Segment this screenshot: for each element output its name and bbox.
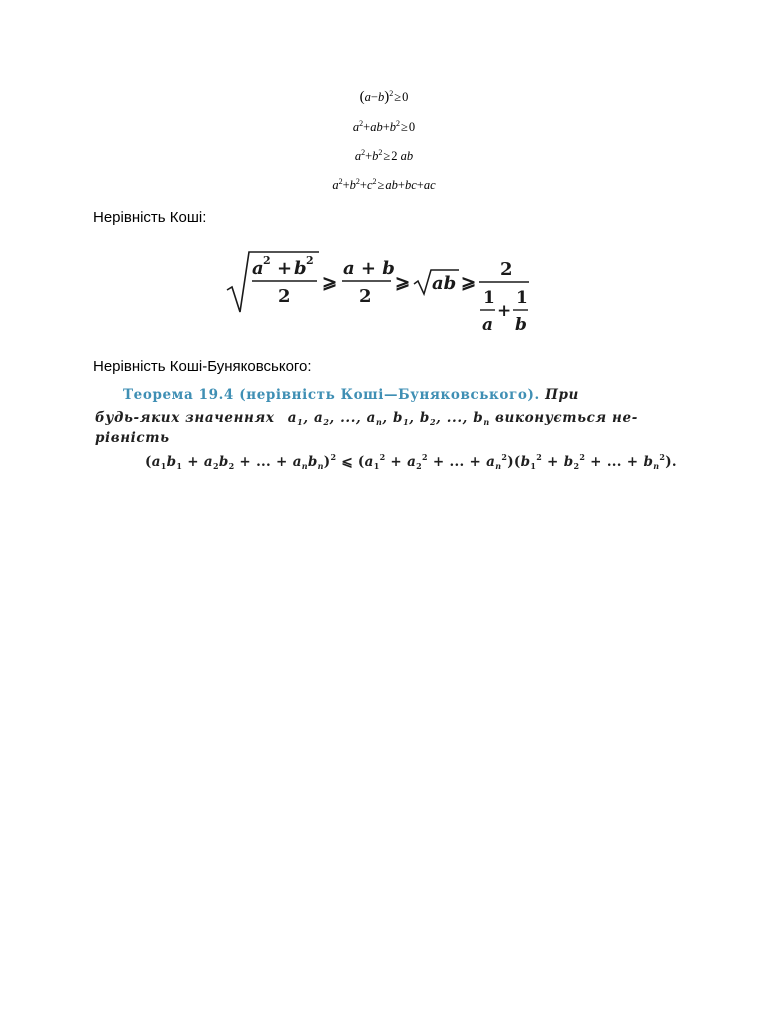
formula-exponent: 2 [359,119,364,128]
hm-numerator: 2 [500,259,513,280]
am-denominator: 2 [359,286,372,307]
formula-exponent: 2 [355,177,360,186]
formula-square-difference [0,90,768,104]
formula-plus: + [397,178,405,192]
ellipsis: ... [446,410,463,426]
hm-var-b: b [515,315,527,335]
formula-var-b: b [377,90,385,104]
formula-plus: + [416,178,424,192]
var-a: a [313,410,324,426]
theorem-inequality: ($a_1b_1 + a_2b_2$ + ... + $a_nb_n)^2$ ⩽ ($a_1^2 + a_2^2$ + ... + $a_n^2)(b_1^2 + b_2^2$ + ... + $b_n^2$). [145,452,677,471]
subscript-2: 2 [416,461,422,471]
var-b: b [218,454,229,470]
formula-sum-squares-2ab [0,149,768,163]
formula-relation: ≥ [394,90,402,104]
heading-cauchy-inequality: Нерівність Коші: [93,209,207,226]
qm-denominator: 2 [278,286,291,307]
var-a: a [364,454,374,470]
formula-relation: ≥ [377,178,385,192]
subscript-n: n [317,461,324,471]
comma: , [462,410,468,426]
formula-exponent: 2 [338,177,343,186]
formula-rhs: 0 [402,90,409,104]
exponent-2: 2 [379,452,386,462]
var-b: b [166,454,177,470]
formula-minus: − [370,90,378,104]
formula-relation: ≥ [383,149,391,163]
formula-var-a: a [352,120,360,134]
formula-coefficient: 2 [391,149,398,163]
var-b: b [419,410,430,426]
formula-var-a: a [354,149,362,163]
var-a: a [151,454,161,470]
subscript-2: 2 [228,461,235,471]
subscript-1: 1 [176,461,183,471]
formula-relation: ≥ [401,120,408,134]
exponent-2: 2 [536,452,543,462]
ellipsis: ... [449,454,465,470]
subscript-n: n [653,461,660,471]
formula-exponent: 2 [389,89,394,98]
formula-plus: + [365,149,373,163]
var-b: b [307,454,318,470]
hm-var-a: a [482,315,494,335]
theorem-phrase-any-values: будь-яких значеннях [95,410,275,426]
qm-num-exp2: 2 [306,254,314,267]
subscript-2: 2 [573,461,580,471]
qm-num-exp1: 2 [263,254,271,267]
relation-qm-am: ⩾ [322,272,338,293]
relation-leq: ⩽ [341,454,353,470]
formula-exponent: 2 [372,177,377,186]
formula-term-ab: ab [400,149,414,163]
theorem-var-b1 [393,410,409,426]
theorem-cauchy-bunyakovsky [95,384,675,484]
exponent-2: 2 [422,452,428,462]
var-a: a [407,454,417,470]
var-b: b [393,410,404,426]
qm-num-plus: + [277,258,293,279]
ellipsis: ... [606,454,622,470]
subscript-n: n [483,417,490,427]
var-b: b [643,454,654,470]
exponent-2: 2 [330,452,337,462]
formula-term-ab: ab [370,120,383,134]
var-a: a [203,454,213,470]
cauchy-inequality-svg [225,248,545,340]
comma: , [409,410,415,426]
theorem-line-3: рівність [95,430,170,446]
qm-num-a: a [252,258,264,279]
heading-cauchy-bunyakovsky: Нерівність Коші-Буняковського: [93,358,312,375]
subscript-2: 2 [323,417,330,427]
comma: , [436,410,442,426]
ellipsis: ... [256,454,272,470]
formula-paren-close: ) [384,89,390,105]
comma: , [356,410,362,426]
formula-var-b: b [372,149,379,163]
ellipsis: ... [340,410,357,426]
var-b: b [563,454,574,470]
theorem-title-continuation: При [545,387,579,403]
theorem-var-b2 [420,410,436,426]
exponent-2: 2 [659,452,666,462]
theorem-var-bn [473,410,489,426]
formula-var-b: b [389,120,396,134]
subscript-1: 1 [297,417,304,427]
formula-plus: + [363,120,371,134]
formula-paren-open: ( [359,89,365,105]
formula-term-ac: ac [423,178,436,192]
relation-am-gm: ⩾ [395,272,411,293]
formula-var-b: b [349,178,356,192]
comma: , [382,410,388,426]
subscript-1: 1 [530,461,537,471]
theorem-var-a2 [314,410,330,426]
formula-exponent: 2 [361,148,366,157]
formula-var-a: a [364,90,371,104]
am-numerator: a + b [343,258,395,279]
var-a: a [292,454,302,470]
subscript-1: 1 [403,417,410,427]
formula-exponent: 2 [396,119,400,128]
relation-gm-hm: ⩾ [461,272,477,293]
qm-num-b: b [294,258,307,279]
subscript-1: 1 [373,461,380,471]
subscript-2: 2 [212,461,219,471]
exponent-2: 2 [579,452,586,462]
hm-plus: + [497,301,512,321]
formula-plus: + [359,178,367,192]
formula-var-c: c [366,178,373,192]
var-b: b [473,410,484,426]
subscript-n: n [376,417,383,427]
formula-rhs: 0 [408,120,416,134]
var-a: a [486,454,496,470]
subscript-2: 2 [429,417,437,427]
exponent-2: 2 [501,452,508,462]
formula-term-ab: ab [385,178,398,192]
subscript-1: 1 [160,461,167,471]
formula-exponent: 2 [378,148,383,157]
theorem-title: Теорема 19.4 (нерівність Коші—Буняковського). [123,387,540,403]
var-a: a [366,410,376,426]
theorem-title-line [123,387,579,403]
formula-term-bc: bc [404,178,417,192]
formula-three-squares [0,178,768,192]
formula-var-a: a [332,178,339,192]
hm-one-b: 1 [516,288,528,308]
formula-plus: + [342,178,350,192]
var-a: a [287,410,298,426]
theorem-var-an [367,410,383,426]
theorem-line-2 [95,410,638,426]
theorem-var-a1 [288,410,304,426]
formula-plus: + [382,120,390,134]
gm-radicand: ab [432,273,457,294]
hm-one-a: 1 [483,288,495,308]
var-b: b [520,454,531,470]
comma: , [329,410,335,426]
formula-sum-squares-ab [0,120,768,134]
period: . [671,454,677,470]
comma: , [303,410,309,426]
theorem-phrase-holds: виконується не- [495,410,638,426]
subscript-n: n [301,461,308,471]
subscript-n: n [495,461,502,471]
cauchy-inequality-image [225,248,545,340]
